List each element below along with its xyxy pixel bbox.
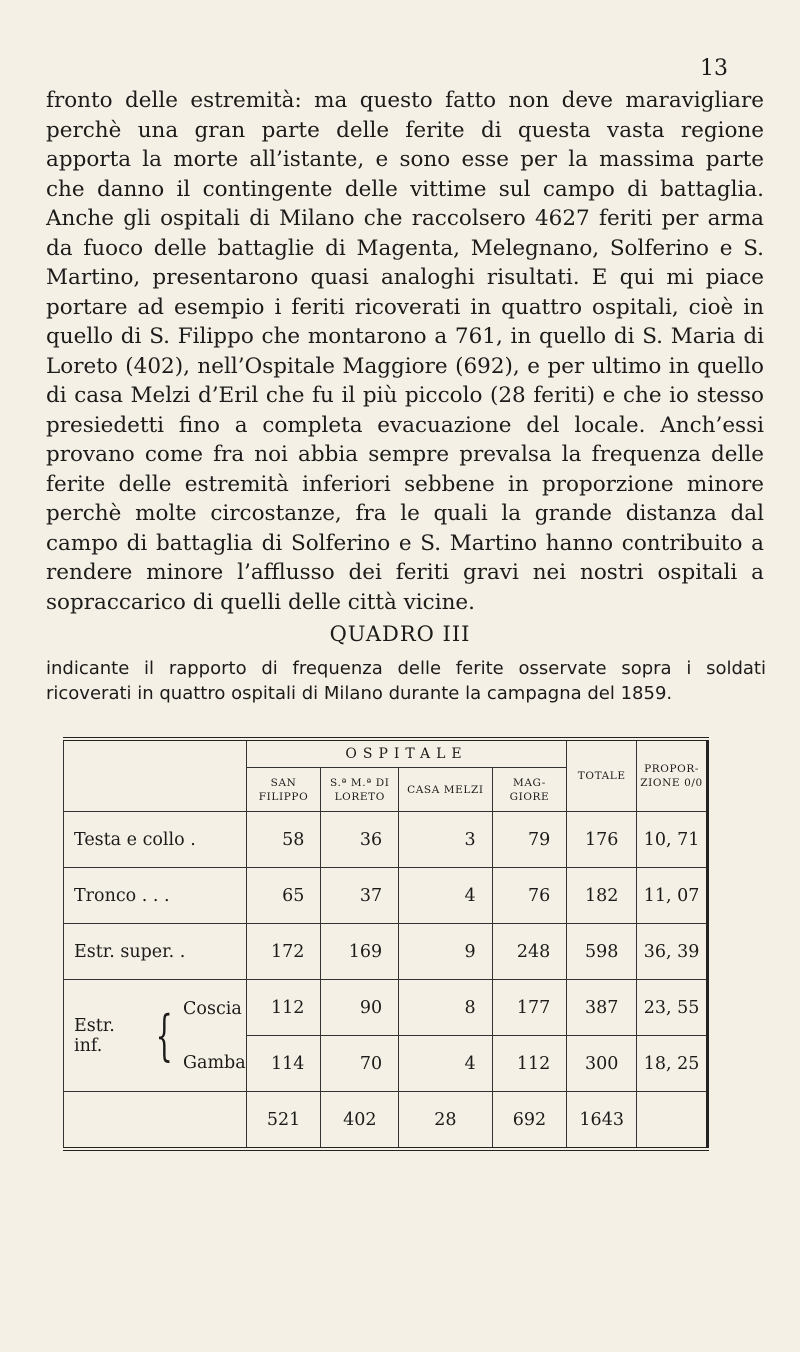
cell: 79 — [492, 812, 567, 868]
row-label: Testa e collo . — [64, 812, 247, 868]
total-cell: 1643 — [567, 1092, 637, 1150]
maggiore-header: MAG- GIORE — [492, 768, 567, 812]
table-row — [64, 812, 708, 868]
proporzione-header: PROPOR- ZIONE 0/0 — [637, 739, 708, 812]
totale-header: TOTALE — [567, 739, 637, 812]
cell: 18, 25 — [637, 1036, 708, 1092]
table-row — [64, 980, 708, 1036]
cell: 11, 07 — [637, 868, 708, 924]
cell: 10, 71 — [637, 812, 708, 868]
loreto-header: S.ª M.ª DI LORETO — [321, 768, 399, 812]
cell: 36 — [321, 812, 399, 868]
row-label: Tronco . . . — [64, 868, 247, 924]
gamba-label: Gamba — [183, 1052, 246, 1073]
ospitale-group-header: OSPITALE — [246, 739, 567, 768]
total-cell: 402 — [321, 1092, 399, 1150]
cell: 114 — [246, 1036, 321, 1092]
row-label: Estr. super. . — [64, 924, 247, 980]
cell: 37 — [321, 868, 399, 924]
body-paragraph: fronto delle estremità: ma questo fatto non deve maravigliare perchè una gran parte delle ferite di questa vasta regione apporta la morte all’istante, e sono esse per la massima parte che danno il contingente delle vittime sul campo di battaglia. Anche gli ospitali di Milano che raccolsero 4627 feriti per arma da fuoco delle battaglie di Magenta, Melegnano, Solferino e S. Martino, presentarono quasi analoghi risultati. E qui mi piace portare ad esempio i feriti ricoverati in quattro ospitali, cioè in quello di S. Filippo che montarono a 761, in quello di S. Maria di Loreto (402), nell’Ospitale Maggiore (692), e per ultimo in quello di casa Melzi d’Eril che fu il più piccolo (28 feriti) e che io stesso presiedetti fino a completa evacuazione del locale. Anch’essi provano come fra noi abbia sempre prevalsa la frequenza delle ferite delle estremità inferiori sebbene in proporzione minore perchè molte circostanze, fra le quali la grande distanza dal campo di battaglia di Solferino e S. Martino hanno contribuito a rendere minore l’afflusso dei feriti gravi nei nostri ospitali a sopraccarico di quelli delle città vicine. — [46, 88, 764, 615]
table-row — [64, 924, 708, 980]
corner-cell — [64, 739, 247, 812]
frequency-table — [63, 737, 709, 1151]
cell: 9 — [399, 924, 492, 980]
table-title: QUADRO III — [329, 622, 471, 646]
cell: 58 — [246, 812, 321, 868]
cell: 8 — [399, 980, 492, 1036]
totals-label-cell — [64, 1092, 247, 1150]
cell: 112 — [492, 1036, 567, 1092]
cell: 387 — [567, 980, 637, 1036]
total-cell: 521 — [246, 1092, 321, 1150]
page-number: 13 — [700, 56, 728, 81]
cell: 182 — [567, 868, 637, 924]
cell: 3 — [399, 812, 492, 868]
coscia-label: Coscia — [183, 998, 242, 1019]
table-row — [64, 868, 708, 924]
cell: 172 — [246, 924, 321, 980]
cell: 176 — [567, 812, 637, 868]
cell: 4 — [399, 868, 492, 924]
table-caption: indicante il rapporto di frequenza delle ferite osservate sopra i soldati ricoverati in quattro ospitali di Milano durante la campagna del 1859. — [46, 658, 766, 704]
cell: 177 — [492, 980, 567, 1036]
cell: 300 — [567, 1036, 637, 1092]
totals-row — [64, 1092, 708, 1150]
estr-inf-label: Estr. inf. — [74, 1015, 115, 1056]
melzi-header: CASA MELZI — [399, 768, 492, 812]
cell: 112 — [246, 980, 321, 1036]
total-cell: 692 — [492, 1092, 567, 1150]
cell: 76 — [492, 868, 567, 924]
total-cell: 28 — [399, 1092, 492, 1150]
brace-symbol: { — [155, 1003, 173, 1067]
cell: 4 — [399, 1036, 492, 1092]
cell: 65 — [246, 868, 321, 924]
cell: 169 — [321, 924, 399, 980]
cell: 248 — [492, 924, 567, 980]
cell: 23, 55 — [637, 980, 708, 1036]
estr-inf-cell — [64, 980, 247, 1092]
cell: 90 — [321, 980, 399, 1036]
cell: 70 — [321, 1036, 399, 1092]
cell: 36, 39 — [637, 924, 708, 980]
san-filippo-header: SAN FILIPPO — [246, 768, 321, 812]
empty-cell — [637, 1092, 708, 1150]
cell: 598 — [567, 924, 637, 980]
